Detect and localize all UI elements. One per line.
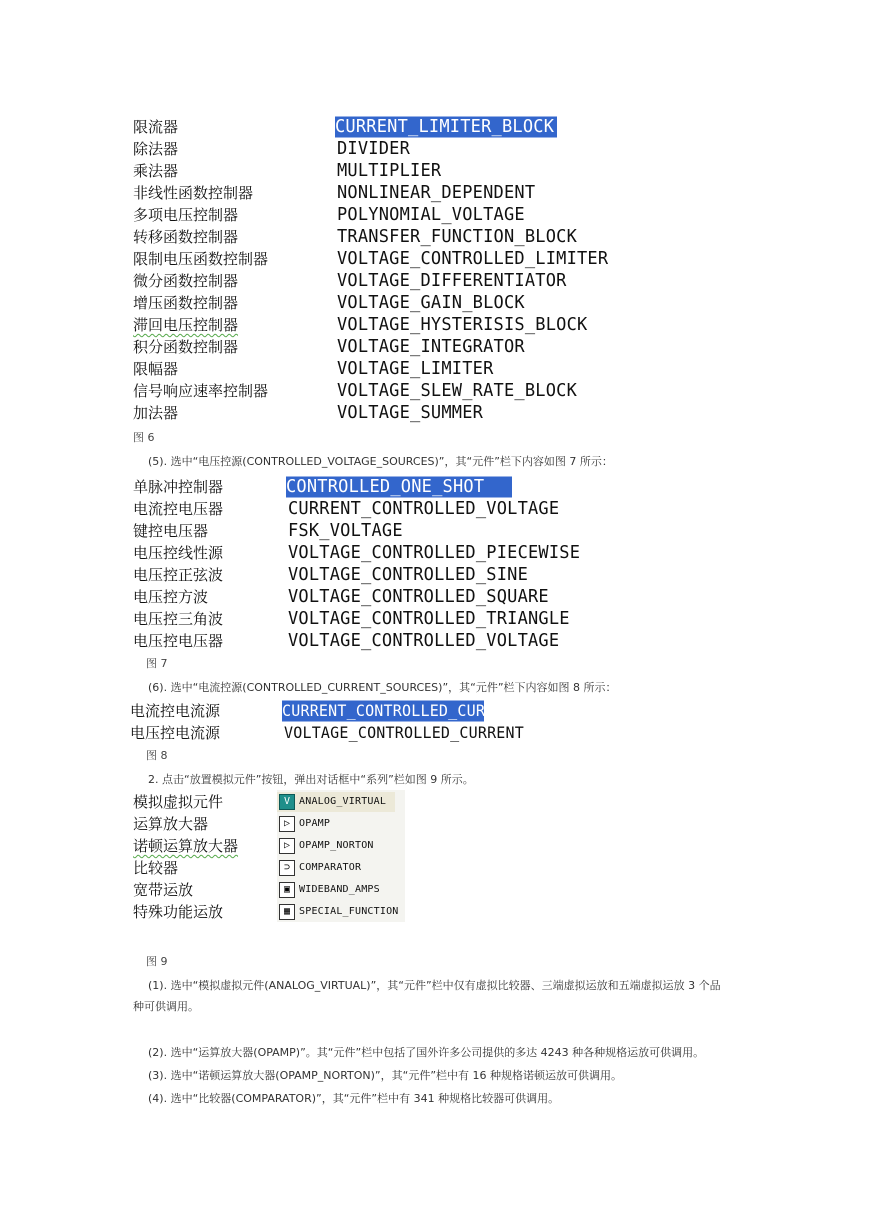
figure-7-caption: 图 7 [146,657,168,670]
family-item-comparator[interactable]: COMPARATOR [299,862,362,873]
list-item: 电压控方波 VOLTAGE_CONTROLLED_SQUARE [133,586,549,608]
list-item: 积分函数控制器 VOLTAGE_INTEGRATOR [133,336,525,358]
figure-9-caption: 图 9 [146,955,168,968]
paragraph: (5). 选中“电压控源(CONTROLLED_VOLTAGE_SOURCES)”，其“元件”栏下内容如图 7 所示： [148,455,613,468]
list-item: 非线性函数控制器 NONLINEAR_DEPENDENT [133,182,536,204]
comparator-icon: ⊃ [279,860,295,876]
paragraph: 2. 点击“放置模拟元件”按钮，弹出对话框中“系列”栏如图 9 所示。 [148,773,474,786]
opamp-norton-icon: ▷ [279,838,295,854]
figure-7 [133,476,581,652]
figure-8 [130,700,524,744]
special-function-icon: ▦ [279,904,295,920]
paragraph: (6). 选中“电流控源(CONTROLLED_CURRENT_SOURCES)”，其“元件”栏下内容如图 8 所示： [148,681,617,694]
list-item: 多项电压控制器 POLYNOMIAL_VOLTAGE [133,204,525,226]
paragraph-continued: 种可供调用。 [133,1000,199,1013]
family-label: 比较器 [133,859,179,877]
list-item: 电流控电压器 CURRENT_CONTROLLED_VOLTAGE [133,498,560,520]
list-item: 电压控三角波 VOLTAGE_CONTROLLED_TRIANGLE [133,608,570,630]
family-label: 特殊功能运放 [133,903,224,921]
list-item: 转移函数控制器 TRANSFER_FUNCTION_BLOCK [133,226,578,248]
list-item: 键控电压器 FSK_VOLTAGE [133,520,403,542]
list-item: 微分函数控制器 VOLTAGE_DIFFERENTIATOR [133,270,567,292]
list-item: 电压控电流源 VOLTAGE_CONTROLLED_CURRENT [130,723,524,743]
selected-component[interactable]: CONTROLLED_ONE_SHOT [286,477,512,498]
analog-virtual-icon: V [279,794,295,810]
family-label: 宽带运放 [133,881,194,899]
list-item: 滞回电压控制器 VOLTAGE_HYSTERISIS_BLOCK [133,314,588,336]
list-item: 信号响应速率控制器 VOLTAGE_SLEW_RATE_BLOCK [133,380,578,402]
paragraph: (4). 选中“比较器(COMPARATOR)”，其“元件”栏中有 341 种规格比较器可供调用。 [148,1092,560,1105]
family-item-opamp[interactable]: OPAMP [299,818,331,829]
family-label: 诺顿运算放大器 [133,837,239,855]
family-label: 模拟虚拟元件 [133,793,224,811]
paragraph: (2). 选中“运算放大器(OPAMP)”。其“元件”栏中包括了国外许多公司提供的多达 4243 种各种规格运放可供调用。 [148,1046,705,1059]
family-list-panel [277,790,405,922]
list-item: 限流器 CURRENT_LIMITER_BLOCK [133,116,563,138]
list-item: 电压控线性源 VOLTAGE_CONTROLLED_PIECEWISE [133,542,581,564]
wideband-amp-icon: ▣ [279,882,295,898]
figure-8-caption: 图 8 [146,749,168,762]
list-item: 电压控电压器 VOLTAGE_CONTROLLED_VOLTAGE [133,630,560,652]
figure-6 [133,116,609,424]
family-item-special-function[interactable]: SPECIAL_FUNCTION [299,906,399,917]
paragraph: (3). 选中“诺顿运算放大器(OPAMP_NORTON)”，其“元件”栏中有 16 种规格诺顿运放可供调用。 [148,1069,623,1082]
opamp-icon: ▷ [279,816,295,832]
figure-6-caption: 图 6 [133,431,155,444]
family-item-wideband-amps[interactable]: WIDEBAND_AMPS [299,884,380,895]
family-label: 运算放大器 [133,815,209,833]
selected-component[interactable]: CURRENT_LIMITER_BLOCK [335,117,557,138]
paragraph: (1). 选中“模拟虚拟元件(ANALOG_VIRTUAL)”，其“元件”栏中仅有虚拟比较器、三端虚拟运放和五端虚拟运放 3 个品 [148,979,721,992]
list-item: 增压函数控制器 VOLTAGE_GAIN_BLOCK [133,292,525,314]
list-item: 电流控电流源 CURRENT_CONTROLLED_CURRENT [130,701,522,721]
list-item: 除法器 DIVIDER [133,138,411,160]
family-item-analog-virtual[interactable]: ANALOG_VIRTUAL [299,796,387,807]
list-item: 电压控正弦波 VOLTAGE_CONTROLLED_SINE [133,564,529,586]
list-item: 加法器 VOLTAGE_SUMMER [133,402,484,424]
family-item-opamp-norton[interactable]: OPAMP_NORTON [299,840,374,851]
list-item: 限幅器 VOLTAGE_LIMITER [133,358,494,380]
list-item: 单脉冲控制器 CONTROLLED_ONE_SHOT [133,476,518,498]
list-item: 乘法器 MULTIPLIER [133,160,442,182]
selected-component[interactable]: CURRENT_CONTROLLED_CURRENT [282,701,522,721]
list-item: 限制电压函数控制器 VOLTAGE_CONTROLLED_LIMITER [133,248,609,270]
